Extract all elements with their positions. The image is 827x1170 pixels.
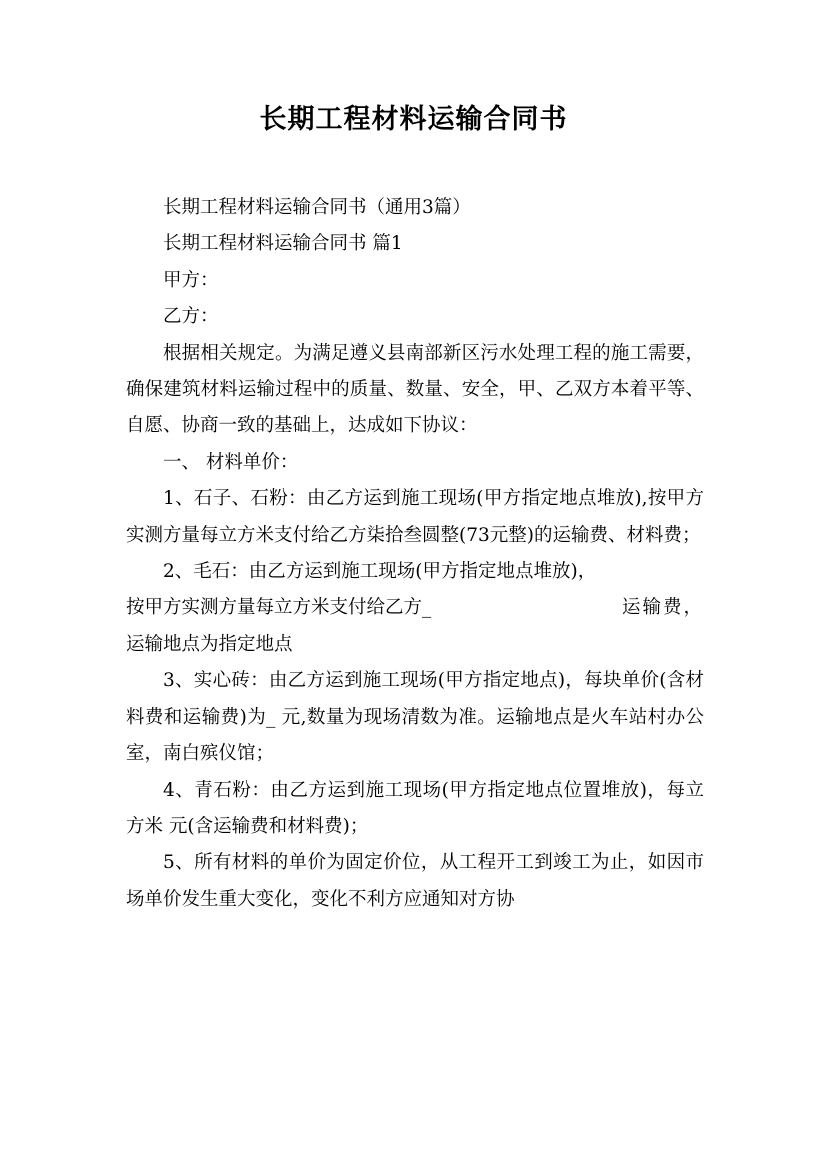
preamble-paragraph: 根据相关规定。为满足遵义县南部新区污水处理工程的施工需要，确保建筑材料运输过程中的质量、数量、安全，甲、乙双方本着平等、自愿、协商一致的基础上，达成如下协议：: [126, 342, 704, 437]
clause-heading-unit-price: 一、 材料单价：: [163, 451, 299, 473]
clause-item-2-line-3: 运输地点为指定地点: [126, 633, 293, 655]
clause-item-2-line-2: [126, 590, 704, 626]
clause-item-2-line-2-start: 按甲方实测方量每立方米支付给乙方_: [126, 597, 432, 619]
section-heading: 长期工程材料运输合同书 篇1: [163, 233, 403, 255]
party-a-label: 甲方：: [163, 269, 219, 291]
clause-item-1: 1、石子、石粉：由乙方运到施工现场(甲方指定地点堆放),按甲方实测方量每立方米支付给乙方柒拾叁圆整(73元整)的运输费、材料费；: [126, 488, 704, 546]
clause-item-4: 4、青石粉：由乙方运到施工现场(甲方指定地点位置堆放)，每立方米 元(含运输费和材料费)；: [126, 779, 704, 837]
party-b-label: 乙方：: [163, 306, 219, 328]
clause-item-3: 3、实心砖：由乙方运到施工现场(甲方指定地点)，每块单价(含材料费和运输费)为_ 元,数量为现场清数为准。运输地点是火车站村办公室，南白殡仪馆；: [126, 670, 704, 765]
clause-item-2-line-2-end: 运输费，: [621, 597, 704, 619]
clause-item-5: 5、所有材料的单价为固定价位，从工程开工到竣工为止，如因市场单价发生重大变化，变化不利方应通知对方协: [126, 852, 704, 910]
document-body: [126, 190, 704, 918]
clause-item-2: [126, 554, 704, 663]
document-title: 长期工程材料运输合同书: [259, 104, 568, 135]
subtitle-paragraph: 长期工程材料运输合同书（通用3篇）: [163, 197, 471, 218]
clause-item-2-line-1: 2、毛石：由乙方运到施工现场(甲方指定地点堆放)，: [163, 561, 597, 583]
